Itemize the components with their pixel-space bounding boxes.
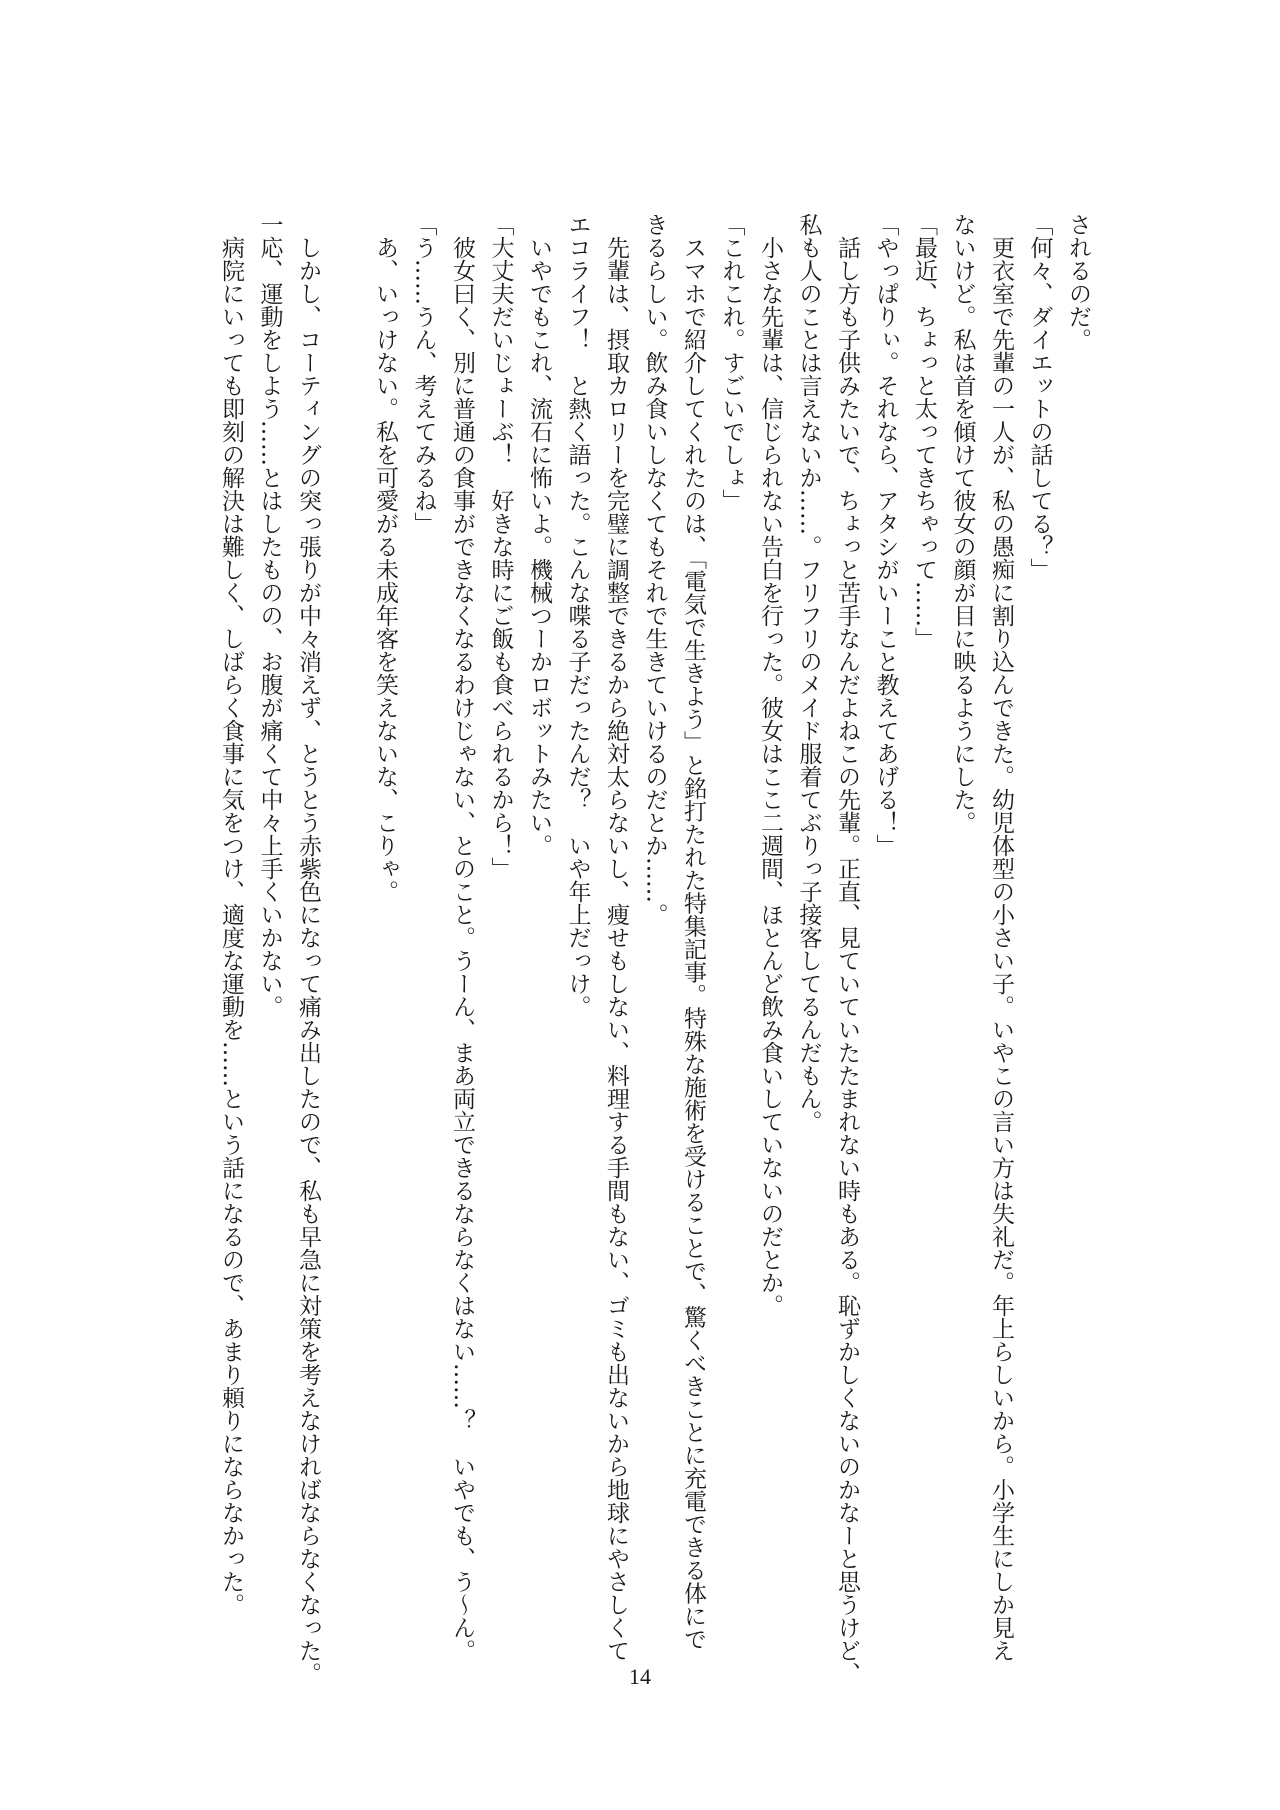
text-line: しかし、コーティングの突っ張りが中々消えず、とうとう赤紫色になって痛み出したので、私も早急に対策を考えなければならなくなった。 <box>295 213 321 1685</box>
text-line: ないけど。私は首を傾けて彼女の顔が目に映るようにした。 <box>949 213 976 834</box>
text-line: 小さな先輩は、信じられない告白を行った。彼女はここ二週間、ほとんど飲み食いしていないのだとか。 <box>757 213 783 1317</box>
text-line: 更衣室で先輩の一人が、私の愚痴に割り込んできた。幼児体型の小さい子。いやこの言い方は失礼だ。年上らしいから。小学生にしか見え <box>988 213 1014 1662</box>
text-line: 「大丈夫だいじょーぶ！ 好きな時にご飯も食べられるから！」 <box>487 213 514 880</box>
text-line: 私も人のことは言えないか……。フリフリのメイド服着てぶりっ子接客してるんだもん。 <box>795 213 822 1133</box>
blank-line <box>327 213 366 1658</box>
text-line: 彼女曰く、別に普通の食事ができなくなるわけじゃない、とのこと。うーん、まあ両立できるならなくはない……？ いやでも、う～ん。 <box>449 213 475 1662</box>
page-number: 14 <box>629 1664 651 1689</box>
text-line: あ、いっけない。私を可愛がる未成年客を笑えないな、こりゃ。 <box>372 213 398 903</box>
text-line: 「何々、ダイエットの話してる？」 <box>1026 213 1053 581</box>
text-line: エコライフ！ と熱く語った。こんな喋る子だったんだ？ いや年上だっけ。 <box>564 213 591 1018</box>
text-line: 「これこれ。すごいでしょ」 <box>718 213 745 512</box>
text-line: 「最近、ちょっと太ってきちゃって……」 <box>911 213 937 650</box>
text-line: されるのだ。 <box>1065 213 1091 351</box>
text-line: 「う……うん、考えてみるね」 <box>410 213 437 535</box>
text-line: 先輩は、摂取カロリーを完璧に調整できるから絶対太らないし、痩せもしない、料理する手間もない、ゴミも出ないから地球にやさしくて <box>603 213 629 1662</box>
text-line: 「やっぱりぃ。それなら、アタシがいーこと教えてあげる！」 <box>872 213 899 857</box>
text-line: 病院にいっても即刻の解決は難しく、しばらく食事に気をつけ、適度な運動を……という話になるので、あまり頼りにならなかった。 <box>218 213 244 1616</box>
text-line: きるらしい。飲み食いしなくてもそれで生きていけるのだとか……。 <box>641 213 668 926</box>
text-line: 話し方も子供みたいで、ちょっと苦手なんだよねこの先輩。正直、見ていていたたまれない時もある。恥ずかしくないのかなーと思うけど、 <box>834 213 860 1685</box>
text-line: スマホで紹介してくれたのは、「電気で生きよう」と銘打たれた特集記事。特殊な施術を受けることで、驚くべきことに充電できる体にで <box>680 213 706 1651</box>
text-line: 一応、運動をしよう……とはしたものの、お腹が痛くて中々上手くいかない。 <box>256 213 283 1018</box>
text-line: いやでもこれ、流石に怖いよ。機械つーかロボットみたい。 <box>526 213 552 857</box>
